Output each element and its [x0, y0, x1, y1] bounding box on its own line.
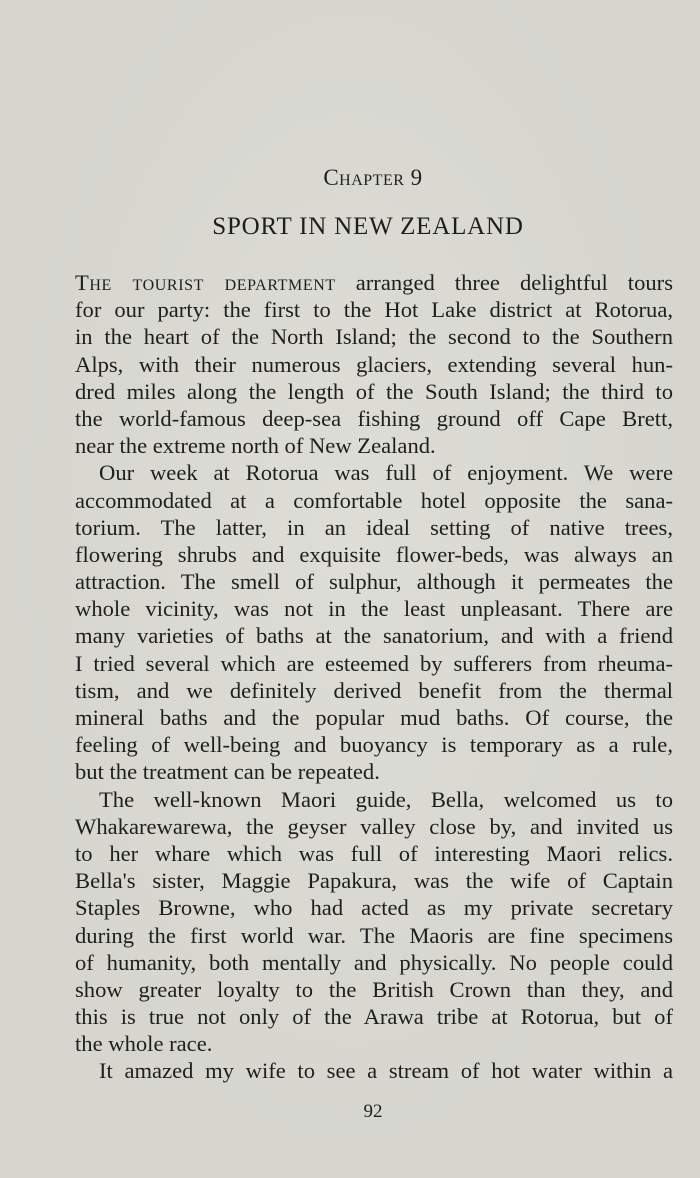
- text-line: [75, 269, 673, 296]
- text-line: Our week at Rotorua was full of enjoyment. We were: [99, 460, 673, 486]
- page-number: 92: [363, 1101, 383, 1122]
- text-line: tism, and we definitely derived benefit from the thermal: [75, 677, 673, 703]
- text-line: the world-famous deep-sea fishing ground off Cape Brett,: [75, 405, 673, 431]
- text-line: accommodated at a comfortable hotel opposite the sana-: [75, 487, 673, 513]
- text-line: Whakarewarewa, the geyser valley close by, and invited us: [75, 813, 673, 839]
- text-line: I tried several which are esteemed by sufferers from rheuma-: [75, 650, 673, 676]
- text-line: The well-known Maori guide, Bella, welcomed us to: [99, 786, 673, 812]
- text-line: torium. The latter, in an ideal setting of native trees,: [75, 514, 673, 540]
- text-line: but the treatment can be repeated.: [75, 759, 380, 785]
- body-text: [75, 269, 673, 1085]
- chapter-title: SPORT IN NEW ZEALAND: [212, 213, 524, 240]
- text-line: flowering shrubs and exquisite flower-beds, was always an: [75, 541, 673, 567]
- text-line: whole vicinity, was not in the least unpleasant. There are: [75, 596, 673, 622]
- chapter-number: Chapter 9: [323, 165, 423, 190]
- text-line-content: arranged three delightful tours: [335, 270, 673, 295]
- text-line: in the heart of the North Island; the second to the Southern: [75, 324, 673, 350]
- text-line: attraction. The smell of sulphur, although it permeates the: [75, 569, 673, 595]
- text-line: during the first world war. The Maoris are fine specimens: [75, 922, 673, 948]
- text-line: Staples Browne, who had acted as my private secretary: [75, 895, 673, 921]
- text-line: It amazed my wife to see a stream of hot water within a: [99, 1058, 673, 1084]
- text-line: for our party: the first to the Hot Lake district at Rotorua,: [75, 297, 673, 323]
- text-line: mineral baths and the popular mud baths. Of course, the: [75, 705, 673, 730]
- text-line: of humanity, both mentally and physically. No people could: [75, 949, 673, 975]
- opening-smallcaps: The tourist department: [75, 270, 336, 295]
- text-line: to her whare which was full of interesting Maori relics.: [75, 840, 673, 866]
- text-line: the whole race.: [75, 1031, 213, 1057]
- text-line: Bella's sister, Maggie Papakura, was the wife of Captain: [75, 868, 673, 894]
- text-line: many varieties of baths at the sanatorium, and with a friend: [75, 623, 673, 649]
- text-line: near the extreme north of New Zealand.: [75, 433, 436, 459]
- text-line: this is true not only of the Arawa tribe at Rotorua, but of: [75, 1004, 673, 1030]
- text-line: feeling of well-being and buoyancy is temporary as a rule,: [75, 732, 673, 758]
- text-line: show greater loyalty to the British Crown than they, and: [75, 976, 673, 1002]
- text-line: dred miles along the length of the South Island; the third to: [75, 378, 673, 404]
- text-line: Alps, with their numerous glaciers, extending several hun-: [75, 351, 673, 377]
